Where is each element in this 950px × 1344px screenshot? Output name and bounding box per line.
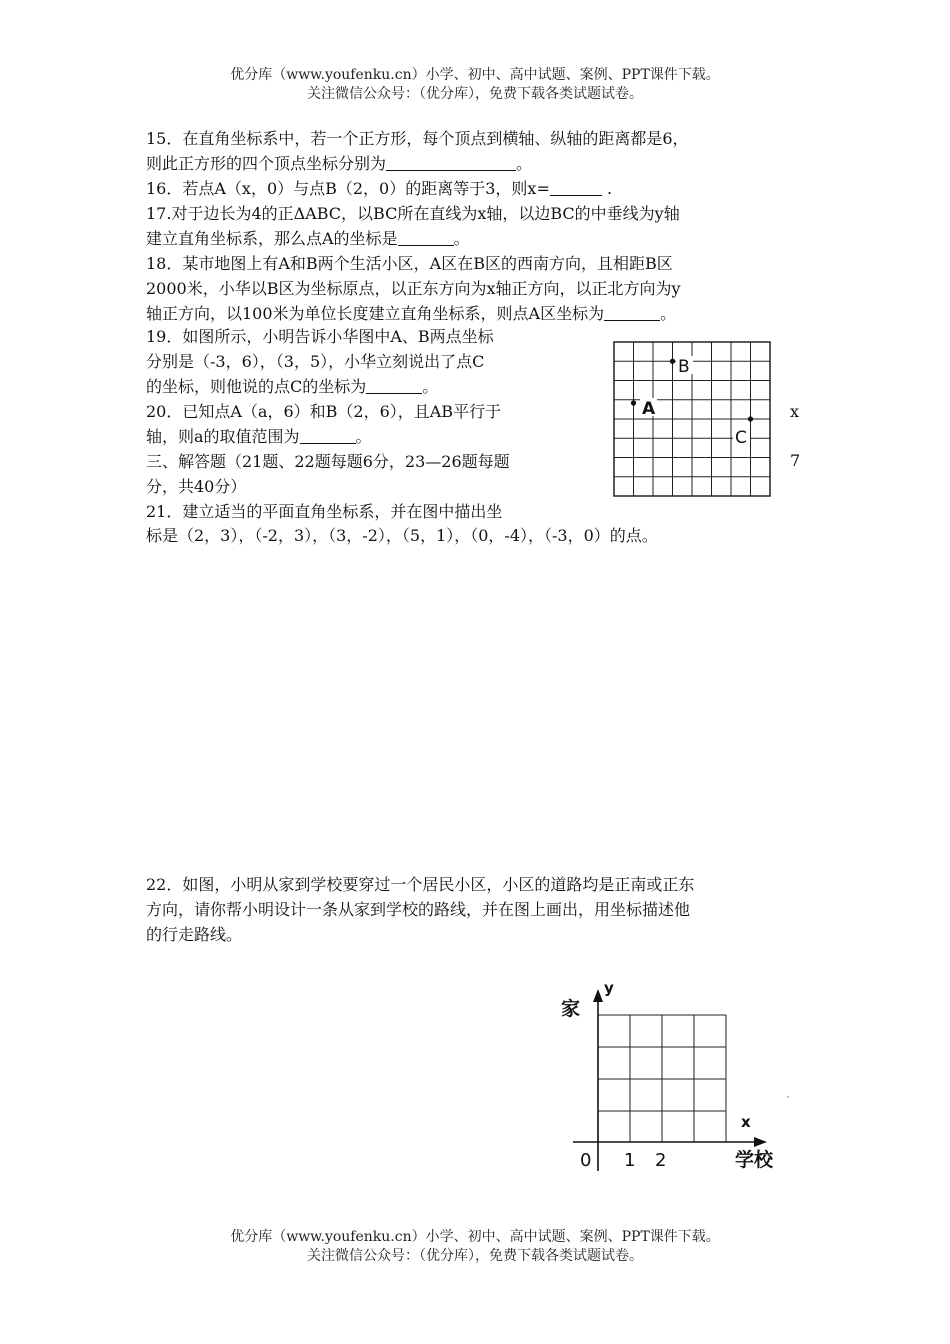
y-axis-arrow — [593, 989, 603, 1002]
point-b-dot — [670, 359, 675, 364]
q22-coordinate-figure — [555, 975, 795, 1180]
header-line-2: 关注微信公众号：（优分库），免费下载各类试题试卷。 — [307, 86, 643, 102]
q22-grid-lines — [598, 1015, 726, 1142]
q20-answer-blank[interactable] — [300, 425, 356, 444]
section-3-line-2: 分，共40分） — [146, 477, 247, 496]
side-char-7: 7 — [790, 451, 801, 470]
header-line-1: 优分库（www.youfenku.cn）小学、初中、高中试题、案例、PPT课件下载。 — [230, 67, 720, 83]
questions-15-18 — [146, 126, 826, 326]
tick-1-label: 1 — [624, 1150, 636, 1171]
home-label: 家 — [561, 998, 581, 1020]
tick-2-label: 2 — [655, 1150, 667, 1171]
q21-continuation — [146, 523, 826, 548]
y-axis-label: y — [604, 979, 614, 997]
q22-line-1: 22．如图，小明从家到学校要穿过一个居民小区，小区的道路均是正南或正东 — [146, 875, 695, 894]
q18-answer-blank[interactable] — [604, 302, 660, 321]
q22-line-3: 的行走路线。 — [146, 925, 243, 944]
page-header — [0, 66, 950, 104]
point-a-dot — [631, 400, 636, 405]
q18-line-1: 18．某市地图上有A和B两个生活小区，A区在B区的西南方向，且相距B区 — [146, 254, 673, 273]
side-char-x: x — [790, 402, 800, 421]
point-b-label: B — [678, 357, 690, 377]
q19-line-1: 19．如图所示，小明告诉小华图中A、B两点坐标 — [146, 327, 494, 346]
q17-line-2: 建立直角坐标系，那么点A的坐标是 。 — [146, 229, 470, 248]
q19-line-3: 的坐标，则他说的点C的坐标为 。 — [146, 377, 439, 396]
point-a-label: A — [642, 399, 656, 419]
school-label: 学校 — [735, 1149, 774, 1171]
q18-line-2: 2000米，小华以B区为坐标原点，以正东方向为x轴正方向，以正北方向为y — [146, 279, 681, 298]
section-3-line-1: 三、解答题（21题、22题每题6分，23—26题每题 — [146, 452, 510, 471]
q19-line-2: 分别是（-3，6），（3，5），小华立刻说出了点C — [146, 352, 485, 371]
page-footer — [0, 1228, 950, 1266]
q20-line-2: 轴，则a的取值范围为 。 — [146, 427, 372, 446]
stray-mark — [787, 1096, 789, 1098]
x-axis-arrow — [754, 1137, 767, 1147]
q17-answer-blank[interactable] — [398, 227, 454, 246]
point-c-label: C — [735, 428, 747, 448]
q20-line-1: 20．已知点A（a，6）和B（2，6），且AB平行于 — [146, 402, 502, 421]
q21-line-2: 标是（2，3），（-2，3），（3，-2），（5，1），（0，-4），（-3，0）的点。 — [146, 526, 658, 545]
q22-line-2: 方向，请你帮小明设计一条从家到学校的路线，并在图上画出，用坐标描述他 — [146, 900, 691, 919]
q15-line-1: 15．在直角坐标系中，若一个正方形，每个顶点到横轴、纵轴的距离都是6， — [146, 129, 689, 148]
q16-line: 16．若点A（x，0）与点B（2，0）的距离等于3，则x= . — [146, 179, 613, 198]
q15-answer-blank[interactable] — [386, 152, 516, 171]
q15-line-2: 则此正方形的四个顶点坐标分别为 。 — [146, 154, 533, 173]
q22-axes — [573, 997, 759, 1171]
question-22 — [146, 872, 826, 947]
footer-line-2: 关注微信公众号：（优分库），免费下载各类试题试卷。 — [307, 1248, 643, 1264]
q17-line-1: 17.对于边长为4的正ΔABC，以BC所在直线为x轴，以边BC的中垂线为y轴 — [146, 204, 680, 223]
origin-label: 0 — [580, 1150, 592, 1171]
q19-grid-figure — [608, 336, 776, 502]
footer-line-1: 优分库（www.youfenku.cn）小学、初中、高中试题、案例、PPT课件下载。 — [230, 1229, 720, 1245]
q18-line-3: 轴正方向，以100米为单位长度建立直角坐标系，则点A区坐标为 。 — [146, 304, 677, 323]
x-axis-label: x — [741, 1113, 751, 1131]
q16-answer-blank[interactable] — [550, 177, 602, 196]
q19-answer-blank[interactable] — [366, 375, 422, 394]
point-c-dot — [748, 416, 753, 421]
questions-19-21 — [146, 324, 586, 524]
q21-line-1: 21．建立适当的平面直角坐标系，并在图中描出坐 — [146, 502, 503, 521]
